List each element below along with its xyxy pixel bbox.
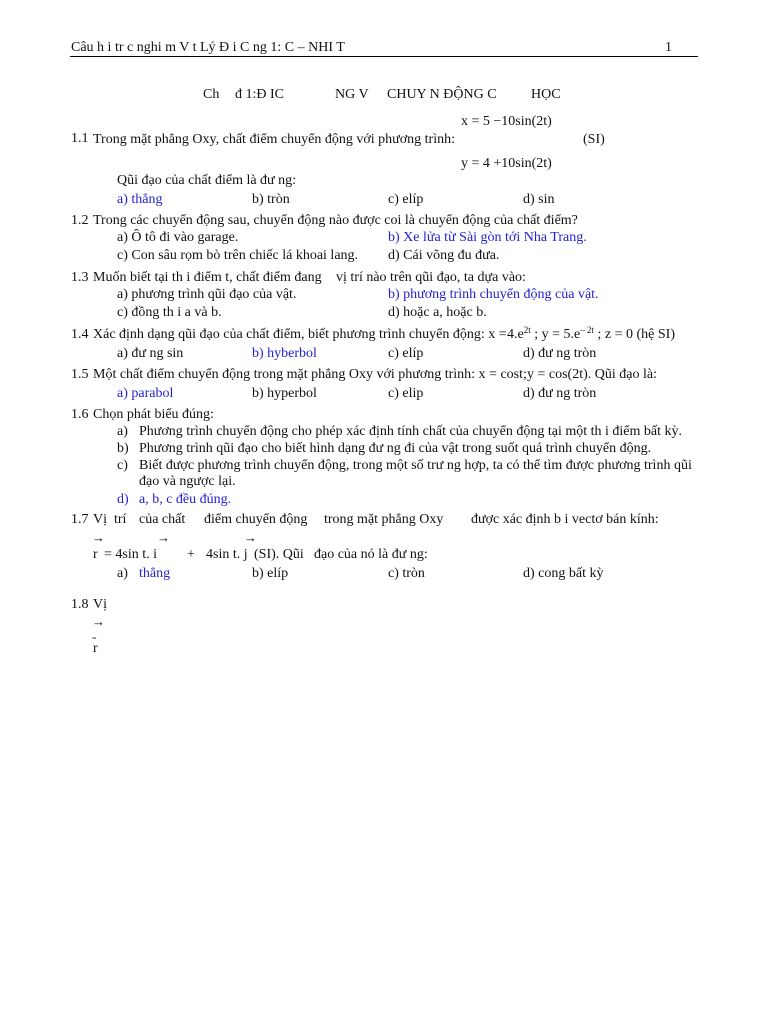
q18-arrow-r: → [92,614,105,629]
q16-label-c: c) [117,458,128,473]
q11-si: (SI) [583,132,605,147]
q14-answer-d[interactable]: d) đư ng tròn [523,346,597,361]
q14-eq-part-3: ; z = 0 (hệ SI) [597,327,675,342]
q12-answer-d[interactable]: d) Cái võng đu đưa. [388,248,500,263]
q11-answer-d[interactable]: d) sin [523,192,555,207]
q17-answer-a[interactable]: thẳng [139,566,171,581]
q14-eq-sup-1: 2t [523,325,531,335]
q14-equation [507,326,675,344]
q17-vector-r: r [93,547,98,562]
q16-answer-a[interactable]: Phương trình chuyển động cho phép xác định tính chất của chuyển động tại một th i điểm bất kỳ. [139,424,682,439]
chapter-title-1: Ch [203,87,220,102]
q17-arrow-i: → [157,530,170,545]
q14-answer-b[interactable]: b) hyberbol [252,346,317,361]
q12-answer-a[interactable]: a) Ô tô đi vào garage. [117,230,239,245]
q14-eq-sup-2: – 2t [580,325,594,335]
q13-answer-b[interactable]: b) phương trình chuyển động của vật. [388,287,599,302]
q11-number: 1.1 [71,131,89,146]
q11-eq-x: x = 5 −10sin(2t) [461,114,552,129]
q15-text: Một chất điểm chuyển động trong mặt phẳng Oxy với phương trình: x = cost; [93,367,527,382]
q17-arrow-r: → [92,530,105,545]
q13-answer-a[interactable]: a) phương trình qũi đạo của vật. [117,287,297,302]
q17-eq-1: = 4sin t. i [104,547,158,562]
q11-stem: Qũi đạo của chất điểm là đư ng: [117,173,297,188]
q15-answer-b[interactable]: b) hyperbol [252,386,317,401]
q16-answer-b[interactable]: Phương trình qũi đạo cho biết hình dạng đư ng đi của vật trong suốt quá trình chuyển động. [139,441,652,456]
q11-text: Trong mặt phẳng Oxy, chất điểm chuyển động với phương trình: [93,132,455,147]
q11-answer-a[interactable]: a) thẳng [117,192,163,207]
q14-number: 1.4 [71,327,89,342]
q17-eq-plus: + [187,547,195,562]
q13-number: 1.3 [71,270,89,285]
chapter-title-3: NG V [335,87,369,102]
q16-answer-c-line2[interactable]: đạo và ngược lại. [139,474,236,489]
q18-vector-r: r [93,641,98,656]
q14-eq-part-1: 4.e [507,327,524,342]
q14-answer-a[interactable]: a) đư ng sin [117,346,184,361]
q17-text-3: của chất [139,512,186,527]
q16-label-b: b) [117,441,129,456]
q18-number: 1.8 [71,597,89,612]
q16-answer-d[interactable]: a, b, c đều đúng. [139,492,232,507]
q16-label-a: a) [117,424,128,439]
q12-text: Trong các chuyển động sau, chuyển động nào được coi là chuyển động của chất điểm? [93,213,578,228]
q17-eq-3: (SI). Qũi [254,547,304,562]
q17-eq-4: đạo của nó là đư ng: [314,547,428,562]
q12-number: 1.2 [71,213,89,228]
q16-number: 1.6 [71,407,89,422]
q17-label-a: a) [117,566,128,581]
q17-answer-d[interactable]: d) cong bất kỳ [523,566,604,581]
q14-text: Xác định dạng qũi đạo của chất điểm, biết phương trình chuyển động: x = [93,327,507,342]
q13-text-1: Muốn biết tại th i điểm t, chất điểm đang [93,270,322,285]
q16-label-d: d) [117,492,129,507]
q13-answer-c[interactable]: c) đồng th i a và b. [117,305,222,320]
q18-small-mark: = [92,634,97,643]
q13-text-2: vị trí nào trên qũi đạo, ta dựa vào: [336,270,526,285]
q16-text: Chọn phát biểu đúng: [93,407,214,422]
header-rule [70,56,698,57]
q17-text-1: Vị [93,512,107,527]
q15-answer-a[interactable]: a) parabol [117,386,174,401]
q17-text-5: trong mặt phẳng Oxy [324,512,444,527]
q14-answer-c[interactable]: c) elíp [388,346,424,361]
q16-answer-c-line1[interactable]: Biết được phương trình chuyển động, trong một số trư ng hợp, ta có thể tìm được phương trình qũi [139,458,692,473]
q17-text-4: điểm chuyển động [204,512,308,527]
q17-text-2: trí [114,512,127,527]
q11-eq-y: y = 4 +10sin(2t) [461,156,552,171]
q17-text-6: được xác định b i vectơ bán kính: [471,512,659,527]
q17-eq-2: 4sin t. j [206,547,248,562]
q15-answer-c[interactable]: c) elip [388,386,424,401]
q17-number: 1.7 [71,512,89,527]
q17-answer-b[interactable]: b) elíp [252,566,289,581]
q17-answer-c[interactable]: c) tròn [388,566,425,581]
page-number: 1 [665,40,672,55]
q12-answer-c[interactable]: c) Con sâu rọm bò trên chiếc lá khoai lang. [117,248,359,263]
q13-answer-d[interactable]: d) hoặc a, hoặc b. [388,305,487,320]
q15-answer-d[interactable]: d) đư ng tròn [523,386,597,401]
chapter-title-4: CHUY N ĐỘNG C [387,87,497,102]
chapter-title-5: HỌC [531,87,561,102]
q14-eq-part-2: ; y = 5.e [534,327,581,342]
chapter-title-2: đ 1:Đ IC [235,87,284,102]
q11-answer-b[interactable]: b) tròn [252,192,290,207]
q15-text-2: y = cos(2t). Qũi đạo là: [527,367,657,382]
q11-answer-c[interactable]: c) elíp [388,192,424,207]
header-title: Câu h i tr c nghi m V t Lý Đ i C ng 1: C – NHI T [71,40,345,55]
q18-text-1: Vị [93,597,107,612]
q17-arrow-j: → [244,530,257,545]
q12-answer-b[interactable]: b) Xe lửa từ Sài gòn tới Nha Trang. [388,230,587,245]
q15-number: 1.5 [71,367,89,382]
